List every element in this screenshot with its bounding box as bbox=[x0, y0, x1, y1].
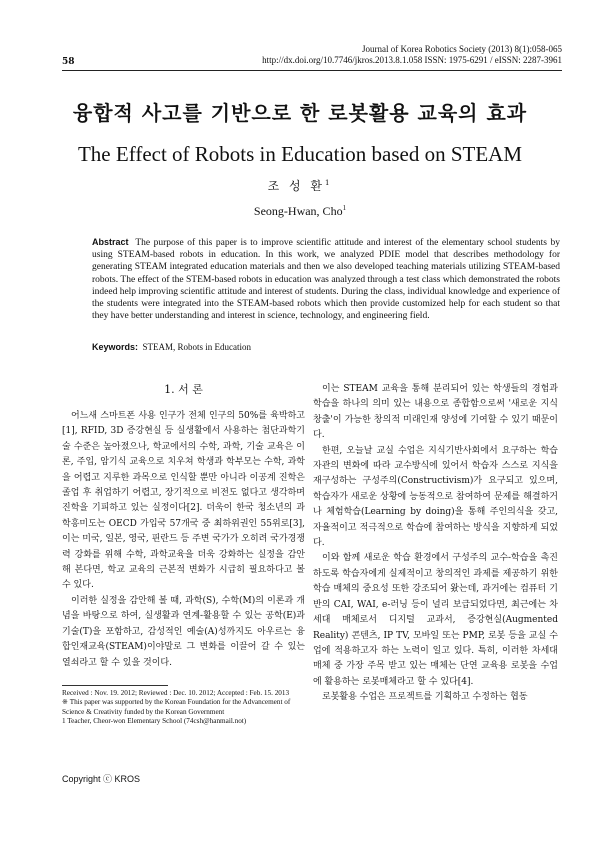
affiliation-note: 1 Teacher, Cheor-won Elementary School (74csh@hanmail.not) bbox=[62, 717, 247, 726]
funding-note: ※ This paper was supported by the Korean Foundation for the Advancement of Science & Creativity funded by the Korean Government bbox=[62, 698, 291, 716]
author-english-name: Seong-Hwan, Cho bbox=[253, 204, 343, 218]
section-heading-introduction: 1. 서 론 bbox=[164, 383, 203, 396]
received-dates: Received : Nov. 19. 2012; Reviewed : Dec. 10. 2012; Accepted : Feb. 15. 2013 bbox=[62, 689, 290, 697]
abstract-label: Abstract bbox=[92, 237, 129, 247]
paragraph: 한편, 오늘날 교실 수업은 지식기반사회에서 요구하는 학습자관의 변화에 따라 교수방식에 있어서 학습자 스스로 지식을 재구성하는 구성주의(Constructivism)가 요구되고 있으며, 학습자가 새로운 상황에 능동적으로 참여하여 문제를 해결하거나 체험학습(Learning by doing)을 통해 주인의식을 갖고, 자율적이고 적극적으로 학습에 참여하는 방식을 지향하게 되었다. bbox=[313, 445, 558, 549]
journal-citation: Journal of Korea Robotics Society (2013) 8(1):058-065 bbox=[362, 44, 562, 54]
footnotes bbox=[62, 689, 305, 727]
paragraph: 이러한 실정을 감안해 볼 때, 과학(S), 수학(M)의 이론과 개념을 바탕으로 하여, 실생활과 연계-활용할 수 있는 공학(E)과 기술(T)을 포함하고, 감성적인 예술(A)성까지도 아우르는 융합인재교육(STEAM)이야말로 그 변화를 이끌어 갈 수 있는 열쇠라고 할 수 있을 것이다. bbox=[62, 595, 305, 668]
footnote-rule bbox=[62, 685, 168, 686]
abstract bbox=[92, 236, 560, 322]
keywords-text: STEAM, Robots in Education bbox=[142, 342, 252, 352]
author-english bbox=[0, 204, 600, 219]
author-english-affiliation: 1 bbox=[342, 204, 347, 212]
author-korean-affiliation: 1 bbox=[324, 179, 333, 187]
keywords bbox=[92, 342, 251, 352]
paragraph: 이는 STEAM 교육을 통해 분리되어 있는 학생들의 경험과 학습을 하나의 의미 있는 내용으로 종합함으로써 '새로운 지식 창출'이 가능한 창의적 미래인재 양성에 기여할 수 있기 때문이다. bbox=[313, 384, 558, 441]
right-column bbox=[313, 382, 558, 706]
page-number: 58 bbox=[62, 57, 75, 67]
header-rule bbox=[62, 70, 562, 71]
paragraph: 로봇활용 수업은 프로젝트를 기획하고 수정하는 협동 bbox=[322, 692, 528, 703]
left-column bbox=[62, 409, 305, 671]
author-korean-name: 조 성 환 bbox=[267, 179, 325, 193]
copyright: Copyright ⓒ KROS bbox=[62, 774, 141, 784]
author-korean bbox=[0, 177, 600, 194]
paragraph: 이와 함께 새로운 학습 환경에서 구성주의 교수-학습을 촉진하도록 학습자에게 실제적이고 창의적인 과제를 제공하기 위한 학습 매체의 중요성 또한 강조되어 왔는데, 과거에는 컴퓨터 기반의 CAI, WAI, e-러닝 등이 널리 보급되었다면, 최근에는 차세대 매체로서 디지털 교과서, 증강현실(Augmented Reality) 콘텐츠, IP TV, 모바일 또는 PMP, 로봇 등을 교실 수업에 적용하고자 하는 노력이 일고 있다. 특히, 이러한 차세대 매체 중 가장 주목 받고 있는 매체는 단연 교육용 로봇을 수업에 활용하는 로봇매체라고 할 수 있다[4]. bbox=[313, 553, 558, 687]
keywords-label: Keywords: bbox=[92, 342, 139, 352]
paragraph: 어느새 스마트폰 사용 인구가 전체 인구의 50%를 육박하고[1], RFID, 3D 증강현실 등 실생활에서 사용하는 첨단과학기술 수준은 높아졌으나, 학교에서의 수학, 과학, 기술 교육은 이론, 주입, 암기식 교육으로 치우쳐 학생과 학부모는 수학, 과학을 어렵고 지루한 과목으로 인식할 뿐만 아니라 이공계 진학은 졸업 후 취업하기 어렵고, 장기적으로 비전도 없다고 생각하며 진학을 기피하고 있는 실정이다[2]. 더욱이 한국 청소년의 과학흥미도는 OECD 가입국 57개국 중 최하위권인 55위로[3], 이는 미국, 일본, 영국, 핀란드 등 주변 국가가 오히려 국가경쟁력 강화를 위해 수학, 과학교육을 더욱 강화하는 실정을 감안해 본다면, 학교 교육의 근본적 변화가 시급히 필요하다고 볼 수 있다. bbox=[62, 411, 305, 591]
journal-doi: http://dx.doi.org/10.7746/jkros.2013.8.1.058 ISSN: 1975-6291 / eISSN: 2287-3961 bbox=[262, 55, 562, 65]
korean-title: 융합적 사고를 기반으로 한 로봇활용 교육의 효과 bbox=[72, 101, 528, 125]
journal-header bbox=[262, 44, 562, 66]
english-title: The Effect of Robots in Education based on STEAM bbox=[77, 142, 523, 166]
abstract-text: The purpose of this paper is to improve scientific attitude and interest of the elementary school students by using STEAM-based robots in education. In this work, we analyzed PDIE model that describes methodology for generating STEAM integrated education materials and then we also developed teaching materials utilizing STEAM-based robots. The effect of the STEM-based robots in education was analyzed through a test class which demonstrated the robots indeed help improving scientific attitude and interest of students. During the class, individual knowledge and experience of the students were integrated into the STEAM-based robots which then provide customized help for each student so that they have better understanding and interest in science, technology, and engineering field. bbox=[92, 238, 561, 322]
